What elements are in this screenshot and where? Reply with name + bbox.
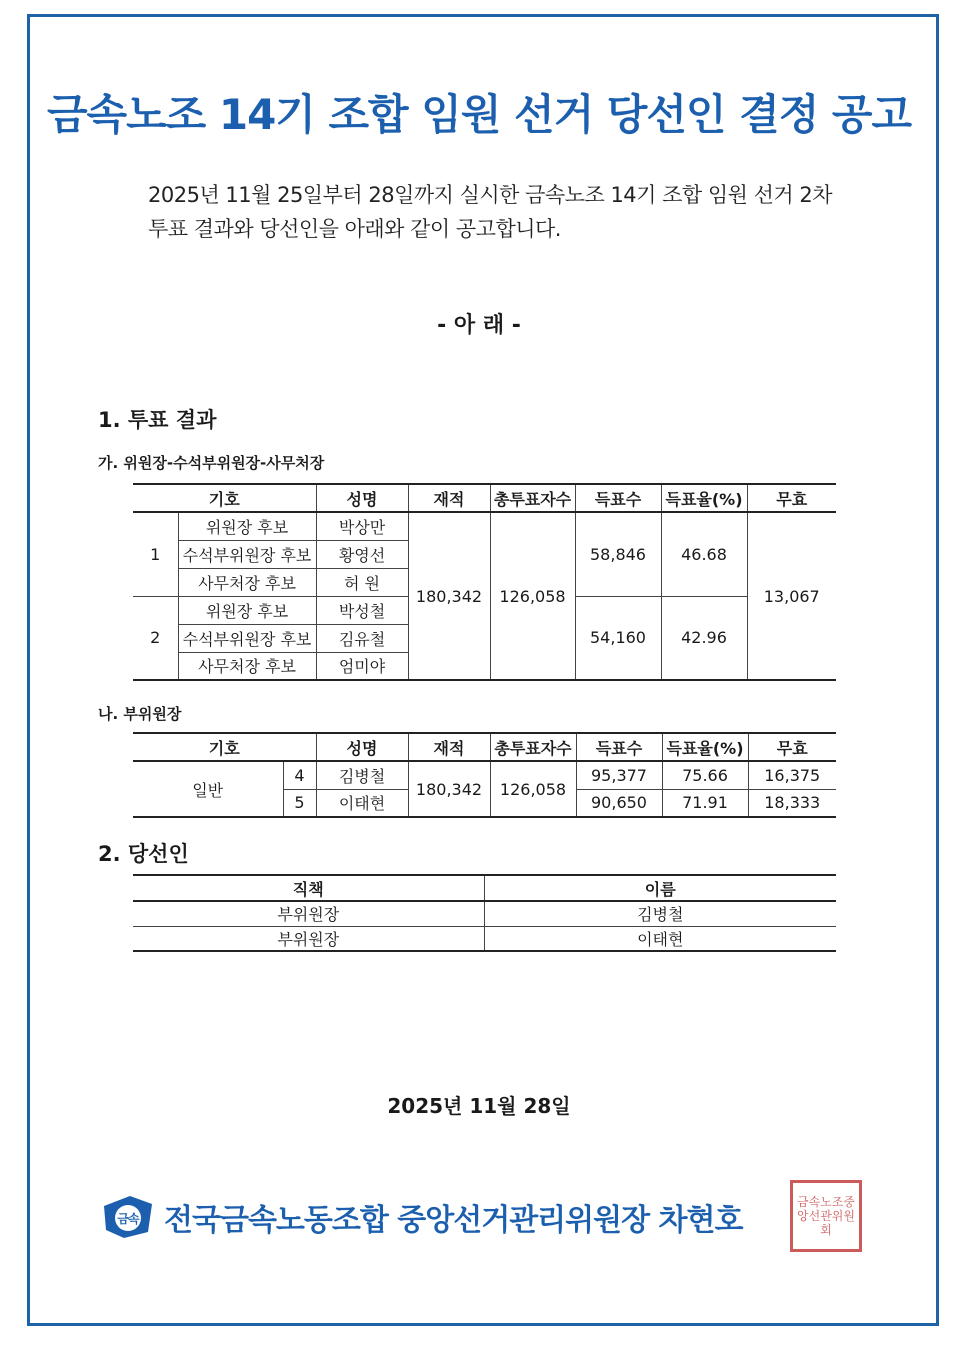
intro-line-2: 투표 결과와 당선인을 아래와 같이 공고합니다. [148,217,561,241]
candidate-role: 사무처장 후보 [178,652,316,680]
intro-paragraph [148,178,848,246]
candidate-role: 수석부위원장 후보 [178,540,316,568]
th-rate: 득표율(%) [662,733,748,761]
total-votes-value: 126,058 [490,512,575,680]
vote-table-a [133,483,836,681]
candidate-votes: 95,377 [576,761,662,789]
candidate-invalid: 18,333 [748,789,836,817]
elected-position: 부위원장 [277,929,340,949]
th-elected-name: 이름 [484,875,836,901]
th-votes: 득표수 [576,733,662,761]
candidate-name: 이태현 [316,789,408,817]
candidate-role: 위원장 후보 [178,596,316,624]
vote-table-b [133,732,836,818]
th-invalid: 무효 [748,733,836,761]
ticket-number: 1 [150,544,161,564]
seal-text: 금속노조중앙선관위원회 [797,1195,855,1237]
candidate-rate: 75.66 [662,761,748,789]
candidate-role: 사무처장 후보 [178,568,316,596]
candidate-number: 5 [283,789,316,817]
th-registered: 재적 [408,484,490,512]
section-1a-heading: 가. 위원장-수석부위원장-사무처장 [98,454,325,472]
elected-table [133,874,836,952]
th-name: 성명 [316,484,408,512]
registered-value: 180,342 [408,512,490,680]
page-title: 금속노조 14기 조합 임원 선거 당선인 결정 공고 [46,90,912,139]
official-seal-icon [790,1180,862,1252]
candidate-invalid: 16,375 [748,761,836,789]
th-position: 직책 [292,879,324,899]
total-votes-value: 126,058 [490,761,576,817]
th-number: 기호 [208,489,240,509]
table-row [133,512,836,540]
th-votes: 득표수 [575,484,661,512]
ticket-votes: 58,846 [575,512,661,596]
announcement-date: 2025년 11월 28일 [387,1094,571,1118]
candidate-role: 수석부위원장 후보 [178,624,316,652]
section-1-heading: 1. 투표 결과 [98,408,217,432]
registered-value: 180,342 [408,761,490,817]
th-name: 성명 [316,733,408,761]
intro-line-1: 2025년 11월 25일부터 28일까지 실시한 금속노조 14기 조합 임원 선거 2차 [148,183,833,207]
ticket-number: 2 [150,628,161,648]
candidate-name: 김유철 [316,624,408,652]
candidate-name: 황영선 [316,540,408,568]
th-total-votes: 총투표자수 [490,733,576,761]
table-row [133,926,836,951]
section-2-heading: 2. 당선인 [98,842,189,866]
candidate-role: 위원장 후보 [178,512,316,540]
candidate-name: 엄미야 [316,652,408,680]
table-row [133,761,836,789]
th-invalid: 무효 [747,484,836,512]
union-logo-icon [100,1192,156,1242]
section-1b-heading: 나. 부위원장 [98,705,182,723]
ticket-rate: 42.96 [661,596,747,680]
group-label: 일반 [192,780,224,800]
elected-position: 부위원장 [277,905,340,925]
ticket-rate: 46.68 [661,512,747,596]
issuer-name: 전국금속노동조합 중앙선거관리위원장 차현호 [164,1203,743,1238]
th-total-votes: 총투표자수 [490,484,575,512]
invalid-value: 13,067 [747,512,836,680]
logo-text: 금속 [117,1212,139,1226]
table-row [133,901,836,926]
ticket-votes: 54,160 [575,596,661,680]
candidate-name: 허 원 [316,568,408,596]
candidate-name: 박성철 [316,596,408,624]
issuer-line [100,1192,800,1242]
candidate-name: 김병철 [316,761,408,789]
candidate-name: 박상만 [316,512,408,540]
elected-name: 김병철 [484,901,836,926]
candidate-number: 4 [283,761,316,789]
below-heading: - 아 래 - [437,313,521,338]
elected-name: 이태현 [484,926,836,951]
th-registered: 재적 [408,733,490,761]
th-rate: 득표율(%) [661,484,747,512]
candidate-votes: 90,650 [576,789,662,817]
candidate-rate: 71.91 [662,789,748,817]
th-number: 기호 [208,738,240,758]
